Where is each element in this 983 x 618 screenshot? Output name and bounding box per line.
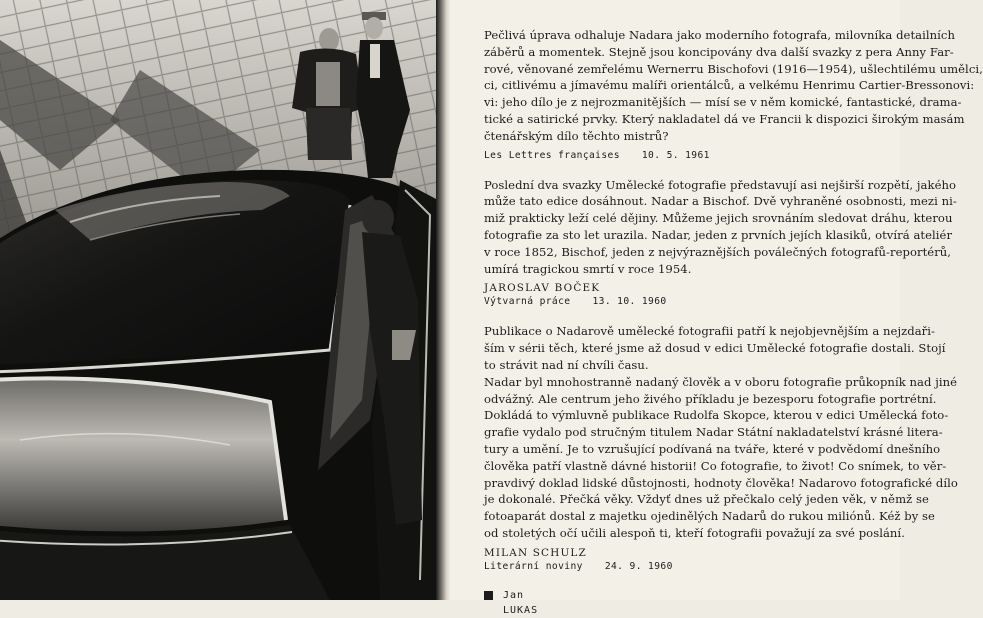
text-line: fotografie za sto let urazila. Nadar, jeden z prvních jejích klasiků, otvírá ateliér — [484, 227, 953, 242]
text-line: tury a umění. Je to vzrušující podívaná na tváře, které v podvědomí dnešního — [484, 441, 941, 456]
text-line: člověka patří vlastně dávné historii! Co fotografie, to život! Co snímek, to věr- — [484, 458, 947, 473]
text-line: rové, věnované zemřelému Wernerru Bischofovi (1916—1954), ušlechtilému umělci, — [484, 61, 983, 76]
last-name: LUKAS — [503, 604, 539, 616]
review-text — [484, 323, 958, 541]
text-line: tické a satirické prvky. Který nakladatel dá ve Francii k dispozici širokým masám — [484, 111, 965, 126]
text-line: miž prakticky leží celé dějiny. Můžeme jejich srovnáním sledovat dráhu, kterou — [484, 211, 953, 226]
review-source — [484, 560, 944, 574]
review-text — [484, 27, 983, 145]
text-line: Pečlivá úprava odhaluje Nadara jako moderního fotografa, milovníka detailních — [484, 28, 955, 42]
text-line: může tato edice dosáhnout. Nadar a Bischof. Dvě vyhraněné osobnosti, mezi ni- — [484, 194, 957, 209]
review-literarni-noviny — [484, 323, 958, 573]
book-gutter — [436, 0, 450, 600]
source-date: 13. 10. 1960 — [592, 296, 667, 308]
text-line: Dokládá to výmluvně publikace Rudolfa Skopce, kterou v edici Umělecká foto- — [484, 408, 949, 423]
source-name: Literární noviny — [484, 560, 583, 572]
text-line: od stoletých očí učili alespoň ti, kteří fotografii považují za své poslání. — [484, 525, 905, 540]
text-line: umírá tragickou smrtí v roce 1954. — [484, 261, 692, 276]
text-line: ci, citlivému a jímavému malíři orientálců, a velkému Henrimu Cartier-Bressonovi: — [484, 78, 975, 93]
text-line: fotoaparát dostal z majetku ojedinělých Nadarů do rukou miliónů. Kéž by se — [484, 509, 935, 524]
review-vytvarna-prace — [484, 177, 957, 310]
photographer-name — [503, 588, 538, 618]
review-source — [484, 149, 944, 163]
text-line: to strávit nad ní chvíli času. — [484, 357, 649, 372]
source-name: Les Lettres françaises — [484, 149, 620, 161]
text-line: je dokonalé. Přečká věky. Vždyť dnes už přečkalo celý jeden věk, v němž se — [484, 492, 929, 507]
source-date: 10. 5. 1961 — [641, 149, 710, 161]
text-line: v roce 1852, Bischof, jeden z nejvýraznějších poválečných fotografů-reportérů, — [484, 244, 952, 259]
text-line: odvážný. Ale centrum jeho živého příkladu je bezesporu fotografie portrétní. — [484, 391, 937, 406]
first-name: Jan — [503, 589, 525, 601]
text-line: vi: jeho dílo je z nejrozmanitějších — mísí se v něm komické, fantastické, drama- — [484, 95, 962, 110]
reviews-column — [484, 27, 983, 618]
text-line: záběrů a momentek. Stejně jsou koncipovány dva další svazky z pera Anny Far- — [484, 44, 954, 59]
text-page — [450, 0, 983, 616]
review-author: JAROSLAV BOČEK — [484, 282, 601, 295]
review-source — [484, 295, 944, 309]
text-line: Publikace o Nadarově umělecké fotografii patří k nejobjevnějším a nejzdaři- — [484, 324, 935, 339]
text-line: ším v sérii těch, které jsme až dosud v edici Umělecké fotografie dostali. Stojí — [484, 341, 946, 356]
text-line: pravdivý doklad lidské důstojnosti, hodnoty člověka! Nadarovo fotografické dílo — [484, 475, 958, 490]
photograph-page — [0, 0, 438, 600]
review-text — [484, 177, 957, 278]
review-author: MILAN SCHULZ — [484, 546, 587, 559]
source-date: 24. 9. 1960 — [604, 560, 673, 572]
square-bullet-icon — [484, 591, 493, 600]
car-photograph — [0, 0, 438, 600]
text-line: grafie vydalo pod stručným titulem Nadar Státní nakladatelství krásné litera- — [484, 425, 943, 440]
text-line: Nadar byl mnohostranně nadaný člověk a v oboru fotografie průkopník nad jiné — [484, 374, 958, 389]
source-name: Výtvarná práce — [484, 296, 571, 308]
review-lettres-francaises — [484, 27, 983, 163]
photographer-signature — [484, 588, 944, 618]
text-line: Poslední dva svazky Umělecké fotografie představují asi nejširší rozpětí, jakého — [484, 177, 957, 192]
text-line: čtenářským dílo těchto mistrů? — [484, 128, 669, 143]
